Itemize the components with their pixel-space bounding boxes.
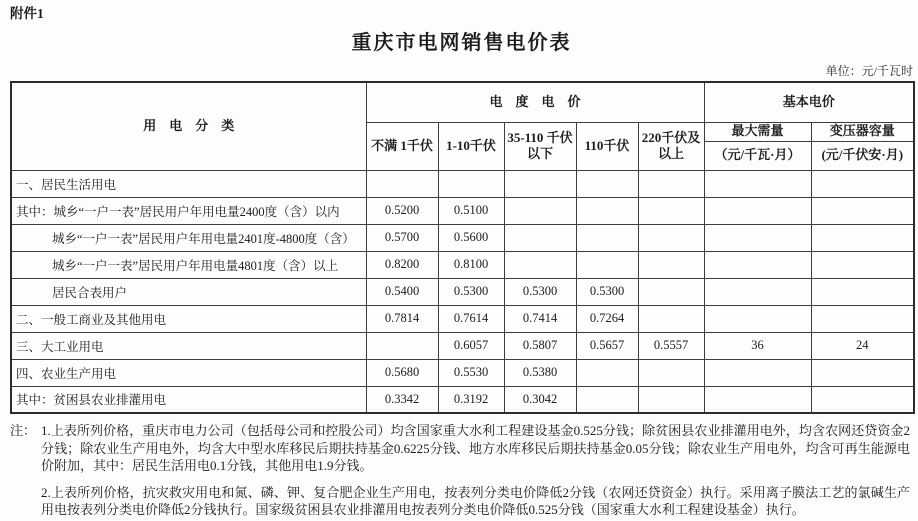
price-cell (638, 251, 704, 278)
price-cell: 0.6057 (438, 332, 504, 359)
price-cell: 0.5300 (504, 278, 576, 305)
row-label: 城乡“一户一表”居民用户年用电量4801度（含）以上 (11, 251, 366, 278)
price-cell (811, 386, 914, 413)
note-marker: 注： (10, 423, 37, 438)
price-cell: 0.5300 (438, 278, 504, 305)
table-row (11, 224, 914, 251)
row-label: 居民合表用户 (11, 278, 366, 305)
page-title: 重庆市电网销售电价表 (351, 32, 572, 54)
header-basic-price-group: 基本电价 (704, 82, 914, 122)
table-row (11, 278, 914, 305)
header-max-demand-unit: （元/千瓦·月） (704, 141, 811, 170)
price-cell (576, 251, 638, 278)
price-table (10, 81, 915, 414)
header-voltage-tier: 220千伏及以上 (638, 122, 704, 170)
header-transformer-capacity: 变压器容量 (811, 122, 914, 141)
price-cell: 0.3192 (438, 386, 504, 413)
table-row (11, 251, 914, 278)
price-cell (576, 170, 638, 197)
price-cell: 0.5380 (504, 359, 576, 386)
attachment-label: 附件1 (10, 6, 44, 21)
price-cell: 0.5700 (366, 224, 438, 251)
price-cell (811, 251, 914, 278)
price-cell: 0.5600 (438, 224, 504, 251)
price-cell: 0.7264 (576, 305, 638, 332)
note-item: 2.上表所列价格，抗灾救灾用电和氮、磷、钾、复合肥企业生产用电，按表列分类电价降低2分钱（农网还贷资金）执行。采用离子膜法工艺的氯碱生产用电按表列分类电价降低2分钱执行。国家级贫困县农业排灌用电按表列分类电价降低0.525分钱（国家重大水利工程建设基金）执行。 (41, 484, 910, 517)
table-row (11, 197, 914, 224)
price-cell (704, 278, 811, 305)
price-cell: 0.5807 (504, 332, 576, 359)
row-label: 一、居民生活用电 (11, 170, 366, 197)
price-cell (576, 386, 638, 413)
note-item: 1.上表所列价格，重庆市电力公司（包括母公司和控股公司）均含国家重大水利工程建设基金0.525分钱；除贫困县农业排灌用电外，均含农网还贷资金2分钱；除农业生产用电外，均含大中型水库移民后期扶持基金0.6225分钱、地方水库移民后期扶持基金0.05分钱；除农业生产用电外，均含可再生能源电价附加，其中：居民生活用电0.1分钱，其他用电1.9分钱。 (41, 423, 910, 473)
price-cell (504, 224, 576, 251)
price-cell (638, 386, 704, 413)
price-cell: 0.8200 (366, 251, 438, 278)
price-cell (638, 224, 704, 251)
price-cell (504, 197, 576, 224)
header-voltage-tier: 不满 1千伏 (366, 122, 438, 170)
table-row (11, 305, 914, 332)
price-cell (504, 170, 576, 197)
price-cell (576, 359, 638, 386)
price-cell: 0.5100 (438, 197, 504, 224)
price-cell (811, 278, 914, 305)
price-cell: 0.5657 (576, 332, 638, 359)
price-cell: 0.5557 (638, 332, 704, 359)
price-cell: 24 (811, 332, 914, 359)
header-energy-price-group: 电 度 电 价 (366, 82, 704, 122)
price-cell: 0.5200 (366, 197, 438, 224)
row-label: 四、农业生产用电 (11, 359, 366, 386)
table-row (11, 359, 914, 386)
table-row (11, 170, 914, 197)
price-cell: 0.7414 (504, 305, 576, 332)
price-cell (704, 359, 811, 386)
header-voltage-tier: 110千伏 (576, 122, 638, 170)
notes (10, 422, 910, 519)
price-cell (366, 170, 438, 197)
header-classification: 用 电 分 类 (11, 82, 366, 170)
price-cell: 0.5400 (366, 278, 438, 305)
price-cell (811, 224, 914, 251)
price-cell: 0.5680 (366, 359, 438, 386)
row-label: 三、大工业用电 (11, 332, 366, 359)
header-max-demand: 最大需量 (704, 122, 811, 141)
price-cell (704, 224, 811, 251)
price-cell (704, 386, 811, 413)
header-row-groups (11, 82, 914, 122)
price-cell (638, 170, 704, 197)
header-voltage-tier: 35-110 千伏以下 (504, 122, 576, 170)
price-cell (704, 305, 811, 332)
row-label: 城乡“一户一表”居民用户年用电量2401度-4800度（含） (11, 224, 366, 251)
price-cell (811, 170, 914, 197)
price-cell: 0.3042 (504, 386, 576, 413)
price-cell (438, 170, 504, 197)
price-cell (366, 332, 438, 359)
table-row (11, 386, 914, 413)
table-row (11, 332, 914, 359)
price-cell: 0.3342 (366, 386, 438, 413)
unit-label: 单位：元/千瓦时 (825, 64, 913, 78)
row-label: 其中：城乡“一户一表”居民用户年用电量2400度（含）以内 (11, 197, 366, 224)
price-cell (811, 197, 914, 224)
price-cell: 0.5530 (438, 359, 504, 386)
price-cell (704, 170, 811, 197)
price-cell (704, 197, 811, 224)
price-cell (704, 251, 811, 278)
price-cell: 0.8100 (438, 251, 504, 278)
row-label: 其中：贫困县农业排灌用电 (11, 386, 366, 413)
row-label: 二、一般工商业及其他用电 (11, 305, 366, 332)
price-cell: 0.5300 (576, 278, 638, 305)
price-cell (504, 251, 576, 278)
price-cell (638, 305, 704, 332)
price-cell (576, 224, 638, 251)
price-cell (638, 359, 704, 386)
header-voltage-tier: 1-10千伏 (438, 122, 504, 170)
price-cell (638, 278, 704, 305)
price-cell: 36 (704, 332, 811, 359)
price-cell (576, 197, 638, 224)
header-transformer-capacity-unit: (元/千伏安·月) (811, 141, 914, 170)
note-body (41, 422, 910, 519)
price-cell (811, 305, 914, 332)
price-cell: 0.7614 (438, 305, 504, 332)
price-cell: 0.7814 (366, 305, 438, 332)
price-cell (811, 359, 914, 386)
price-cell (638, 197, 704, 224)
